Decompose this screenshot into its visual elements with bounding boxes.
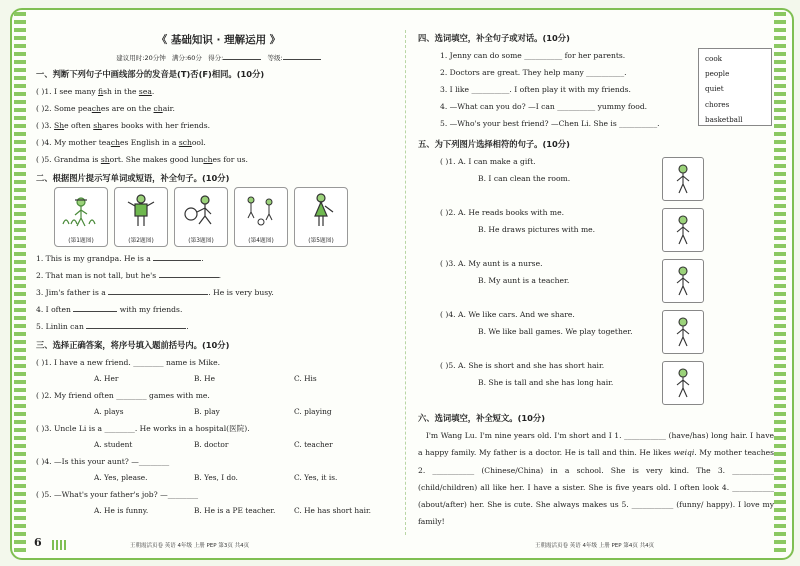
match-option-a[interactable]: [418, 306, 774, 323]
word-bank-item: chores: [705, 99, 730, 109]
choice-options: [36, 470, 401, 486]
text: .: [186, 322, 189, 331]
left-wavy-border: [14, 12, 26, 554]
text: 3. Jim's father is a: [36, 288, 106, 297]
choice-option[interactable]: C. He has short hair.: [294, 506, 372, 515]
text: ch: [110, 138, 120, 147]
judge-item: [36, 151, 401, 168]
judge-item: [36, 83, 401, 100]
text: ares books with her friends.: [102, 121, 211, 130]
text: ( )1.: [440, 157, 456, 166]
choice-option[interactable]: A. Her: [94, 374, 119, 383]
text: A. She is short and she has short hair.: [458, 361, 605, 370]
section-3-heading: 三、选择正确答案，将序号填入题前括号内。(10分): [36, 340, 230, 350]
text: ( )4. —Is this your aunt? —________: [36, 457, 170, 466]
text: sh in the: [103, 87, 139, 96]
fill-item: [36, 284, 401, 301]
choice-option[interactable]: B. He: [194, 374, 215, 383]
text: 1. Jenny can do some __________ for her parents.: [440, 51, 626, 60]
text: ( )5. Grandma is: [36, 155, 101, 164]
fill-item: [36, 250, 401, 267]
picture-farmer: (第1题图): [54, 187, 108, 247]
right-wavy-border: [774, 12, 786, 554]
choice-option[interactable]: A. student: [94, 440, 133, 449]
left-column: [36, 28, 401, 519]
choice-options: [36, 404, 401, 420]
choice-question: [36, 486, 401, 503]
choice-option[interactable]: C. teacher: [294, 440, 333, 449]
meta-row: 建议用时:20分钟 满分:60分 得分: 等级:: [36, 50, 401, 62]
text: ch: [153, 104, 163, 113]
text: ( )4. My mother tea: [36, 138, 111, 147]
text: .: [201, 254, 204, 263]
answer-blank[interactable]: [153, 251, 204, 263]
picture-row: [54, 187, 401, 247]
section-2-heading: 二、根据图片提示写单词或短语，补全句子。(10分): [36, 173, 230, 183]
picture-strong-man: (第2题图): [114, 187, 168, 247]
match-item: [418, 357, 774, 408]
text: .: [151, 87, 155, 96]
match-picture: [662, 208, 704, 252]
footer-left: 王朝霞活页卷 英语 4年级 上册 PEP 第3页 共4页: [130, 543, 250, 549]
text: ool.: [191, 138, 206, 147]
section-1-heading: 一、判断下列句子中画线部分的发音是(T)否(F)相同。(10分): [36, 69, 265, 79]
text: .: [218, 271, 222, 280]
text: B. He draws pictures with me.: [478, 225, 596, 234]
text: with my friends.: [117, 305, 183, 314]
cloze-passage: I'm Wang Lu. I'm nine years old. I'm short and I 1. ___________ (have/has) long hair. I have a happy family. My father is a doctor. He is tall and thin. He likes weiqi. My mother teaches 2. ___________ (Chinese/China) in a school. She is very kind. The 3. ___________ (child/children) all like her. I have a sister. She is five years old. I often look 4. ___________ (about/after) her. She is cute. She always makes us 5. ___________ (funny/ happy). I love my family!: [418, 431, 774, 527]
judge-item: [36, 134, 401, 151]
match-picture: [662, 157, 704, 201]
text: es are on the: [100, 104, 154, 113]
text: ( )3.: [36, 121, 54, 130]
text: fi: [98, 87, 104, 96]
word-bank-item: people: [705, 69, 730, 79]
text: ( )4.: [440, 310, 456, 319]
picture-soccer: (第4题图): [234, 187, 288, 247]
answer-blank[interactable]: [159, 268, 222, 280]
text: sh: [100, 155, 110, 164]
answer-blank[interactable]: [73, 302, 117, 312]
text: A. He reads books with me.: [458, 208, 564, 217]
match-option-b[interactable]: [418, 272, 774, 289]
match-option-a[interactable]: [418, 204, 774, 221]
word-bank-item: basketball: [705, 114, 743, 124]
text: A. My aunt is a nurse.: [458, 259, 543, 268]
picture-girl-cleaning: (第5题图): [294, 187, 348, 247]
text: 4. —What can you do? —I can __________ yummy food.: [440, 102, 648, 111]
choice-option[interactable]: C. Yes, it is.: [294, 473, 338, 482]
choice-question: [36, 420, 401, 437]
choice-option[interactable]: B. He is a PE teacher.: [194, 506, 276, 515]
text: B. She is tall and she has long hair.: [478, 378, 614, 387]
choice-options: [36, 371, 401, 387]
match-option-b[interactable]: [418, 323, 774, 340]
match-picture: [662, 259, 704, 303]
match-item: [418, 204, 774, 255]
text: ( )1. I see many: [36, 87, 99, 96]
match-item: [418, 255, 774, 306]
section-4-heading: 四、选词填空，补全句子或对话。(10分): [418, 33, 570, 43]
choice-option[interactable]: B. doctor: [194, 440, 229, 449]
section-6-heading: 六、选词填空，补全短文。(10分): [418, 413, 545, 423]
text: ch: [91, 104, 101, 113]
text: ( )5. —What's your father's job? —________: [36, 490, 199, 499]
text: sh: [93, 121, 103, 130]
choice-option[interactable]: A. plays: [94, 407, 124, 416]
text: ( )3. Uncle Li is a ________. He works in a hospital(医院).: [36, 424, 250, 433]
text: A. I can make a gift.: [458, 157, 536, 166]
match-option-b[interactable]: [418, 170, 774, 187]
choice-options: [36, 437, 401, 453]
page-stripe: [52, 540, 66, 550]
choice-option[interactable]: A. He is funny.: [94, 506, 149, 515]
choice-option[interactable]: C. His: [294, 374, 317, 383]
match-option-a[interactable]: [418, 357, 774, 374]
match-option-b[interactable]: [418, 374, 774, 391]
text: Sh: [54, 121, 65, 130]
text: ( )2. My friend often ________ games with me.: [36, 391, 210, 400]
match-picture: [662, 361, 704, 405]
text: sch: [178, 138, 192, 147]
match-option-b[interactable]: [418, 221, 774, 238]
text: air.: [162, 104, 175, 113]
choice-option[interactable]: A. Yes, please.: [94, 473, 148, 482]
text: B. I can clean the room.: [478, 174, 571, 183]
fill-item: [36, 267, 401, 284]
text: 1. This is my grandpa. He is a: [36, 254, 151, 263]
match-option-a[interactable]: [418, 153, 774, 170]
text: 4. I often: [36, 305, 71, 314]
word-bank-item: cook: [705, 54, 723, 63]
text: e often: [64, 121, 94, 130]
text: ( )2.: [440, 208, 456, 217]
choice-option[interactable]: C. playing: [294, 407, 332, 416]
text: ort. She makes good lun: [109, 155, 204, 164]
text: es English in a: [119, 138, 179, 147]
text: 2. That man is not tall, but he's: [36, 271, 157, 280]
text: A. We like cars. And we share.: [458, 310, 575, 319]
match-picture: [662, 310, 704, 354]
text: 3. I like __________. I often play it with my friends.: [440, 85, 631, 94]
match-item: [418, 153, 774, 204]
page-title: 《 基础知识 · 理解运用 》: [156, 34, 281, 46]
choice-option[interactable]: B. play: [194, 407, 220, 416]
text: B. My aunt is a teacher.: [478, 276, 570, 285]
word-bank-item: quiet: [705, 84, 724, 94]
right-column: [418, 28, 774, 531]
text: ( )2. Some pea: [36, 104, 92, 113]
text: ( )5.: [440, 361, 456, 370]
text: . He is very busy.: [208, 288, 274, 297]
text: ( )1. I have a new friend. ________ name is Mike.: [36, 358, 220, 367]
choice-options: [36, 503, 401, 519]
choice-question: [36, 453, 401, 470]
choice-option[interactable]: B. Yes, I do.: [194, 473, 238, 482]
text: sea: [138, 87, 152, 96]
judge-item: [36, 117, 401, 134]
text: ch: [203, 155, 213, 164]
section-3-list: [36, 354, 401, 519]
answer-blank[interactable]: [108, 285, 208, 295]
text: 5. —Who's your best friend? —Chen Li. She is __________.: [440, 119, 660, 128]
footer-right: 王朝霞活页卷 英语 4年级 上册 PEP 第4页 共4页: [535, 543, 655, 549]
text: B. We like ball games. We play together.: [478, 327, 633, 336]
section-1-list: [36, 83, 401, 168]
picture-driver: (第3题图): [174, 187, 228, 247]
text: 5. Linlin can: [36, 322, 84, 331]
fill-item: [36, 301, 401, 318]
judge-item: [36, 100, 401, 117]
section-2-list: [36, 250, 401, 335]
choice-question: [36, 354, 401, 371]
text: 2. Doctors are great. They help many __________.: [440, 68, 627, 77]
match-item: [418, 306, 774, 357]
choice-question: [36, 387, 401, 404]
section-5-heading: 五、为下列图片选择相符的句子。(10分): [418, 139, 570, 149]
page-number: 6: [34, 536, 42, 549]
fill-item: [36, 318, 401, 335]
section-5-list: [418, 153, 774, 408]
text: ( )3.: [440, 259, 456, 268]
match-option-a[interactable]: [418, 255, 774, 272]
text: es for us.: [212, 155, 248, 164]
column-divider: [405, 30, 406, 535]
answer-blank[interactable]: [86, 319, 189, 331]
word-bank: [698, 48, 772, 126]
